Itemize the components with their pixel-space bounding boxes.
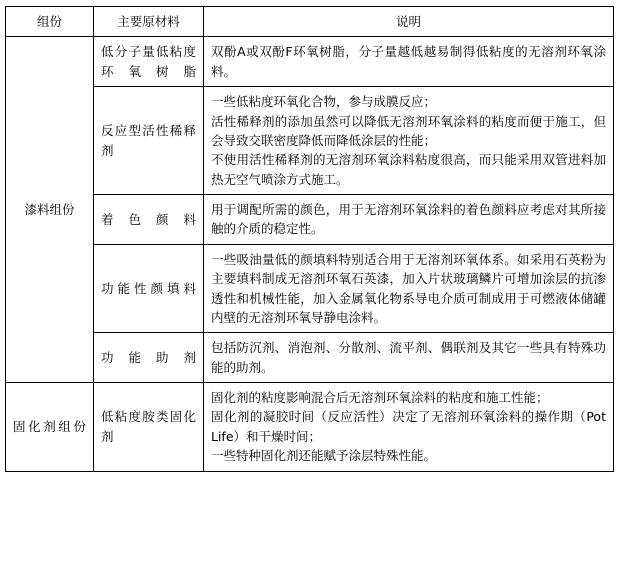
description-cell — [204, 333, 614, 383]
description-line: 用于调配所需的颜色，用于无溶剂环氧涂料的着色颜料应考虑对其所接触的介质的稳定性。 — [211, 202, 606, 237]
table-body — [6, 37, 614, 471]
table-row — [6, 87, 614, 195]
material-cell: 功能助剂 — [94, 333, 204, 383]
description-cell — [204, 87, 614, 195]
table-row — [6, 195, 614, 245]
column-header-description: 说明 — [204, 7, 614, 37]
material-cell: 着色颜料 — [94, 195, 204, 245]
table-row — [6, 37, 614, 87]
description-cell — [204, 37, 614, 87]
description-line: 双酚A或双酚F环氧树脂，分子量越低越易制得低粘度的无溶剂环氧涂料。 — [211, 44, 606, 79]
description-line: 一些吸油量低的颜填料特别适合用于无溶剂环氧体系。如采用石英粉为主要填料制成无溶剂环氧石英漆，加入片状玻璃鳞片可增加涂层的抗渗透性和机械性能，加入金属氧化物系导电介质可制成用于可燃液体储罐内壁的无溶剂环氧导静电涂料。 — [211, 251, 606, 325]
composition-table — [5, 6, 614, 472]
table-row — [6, 333, 614, 383]
description-line: 固化剂的凝胶时间（反应活性）决定了无溶剂环氧涂料的操作期（Pot Life）和干燥时间； — [211, 409, 606, 444]
table-header-row — [6, 7, 614, 37]
category-cell-hardener: 固化剂组份 — [6, 383, 94, 472]
column-header-material: 主要原材料 — [94, 7, 204, 37]
column-header-component: 组份 — [6, 7, 94, 37]
description-cell — [204, 195, 614, 245]
description-line: 一些特种固化剂还能赋予涂层特殊性能。 — [211, 448, 437, 464]
description-line: 活性稀释剂的添加虽然可以降低无溶剂环氧涂料的粘度而便于施工，但会导致交联密度降低而降低涂层的性能； — [211, 113, 606, 148]
table-row — [6, 383, 614, 472]
table-row — [6, 244, 614, 333]
material-cell: 功能性颜填料 — [94, 244, 204, 333]
table-header — [6, 7, 614, 37]
description-line: 一些低粘度环氧化合物，参与成膜反应； — [211, 94, 437, 110]
category-cell-paint: 漆料组份 — [6, 37, 94, 383]
description-line: 不使用活性稀释剂的无溶剂环氧涂料粘度很高，而只能采用双管进料加热无空气喷涂方式施工。 — [211, 152, 606, 187]
description-line: 包括防沉剂、消泡剂、分散剂、流平剂、偶联剂及其它一些具有特殊功能的助剂。 — [211, 340, 606, 375]
description-cell — [204, 383, 614, 472]
material-cell: 低分子量低粘度环氧树脂 — [94, 37, 204, 87]
material-cell: 低粘度胺类固化剂 — [94, 383, 204, 472]
material-cell: 反应型活性稀释剂 — [94, 87, 204, 195]
description-cell — [204, 244, 614, 333]
description-line: 固化剂的粘度影响混合后无溶剂环氧涂料的粘度和施工性能； — [211, 390, 549, 405]
